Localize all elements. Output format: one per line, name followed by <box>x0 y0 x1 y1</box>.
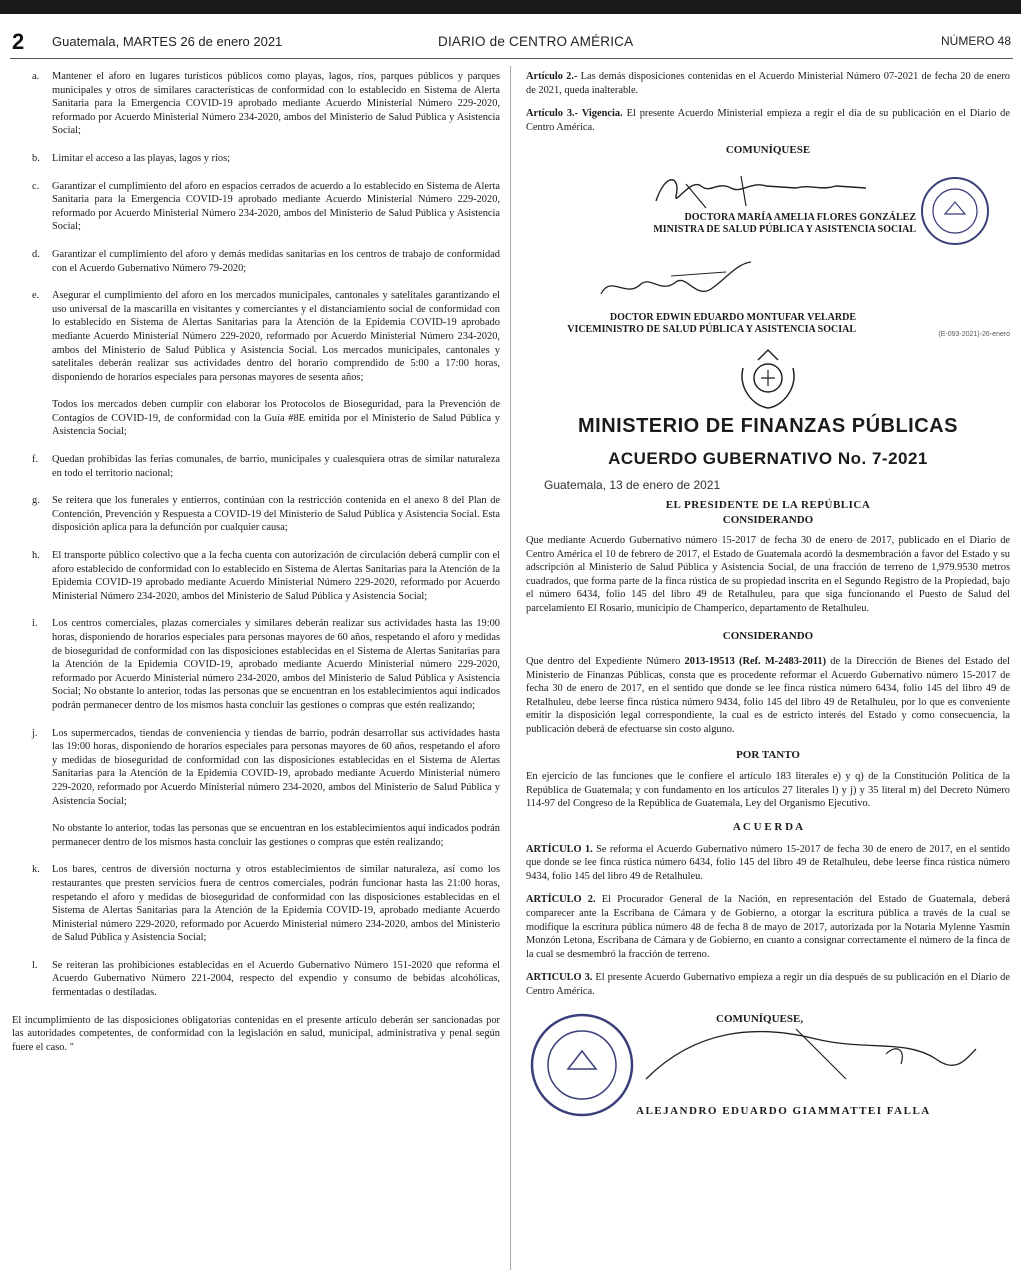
left-column <box>12 70 500 1054</box>
list-item: i. Los centros comerciales, plazas comerciales y similares deberán realizar sus actividades hasta las 19:00 horas, disponiendo de horarios especiales para personas mayores de 60 años, respetando el aforo y medidas de bioseguridad de conformidad con las disposiciones establecidas en el Sistema de Alertas Sanitarias para la Atención de la Epidemia COVID-19, aprobado mediante Acuerdo Ministerial número 229-2020, reformado por Acuerdo Ministerial número 234-2020, ambos del Ministerio de Salud Pública y Asistencia Social; No obstante lo anterior, todas las personas que se encuentran en los establecimientos aquí indicados podrán permanecer dentro de los mismos hasta concluir las gestiones o compras que estén realizando; <box>32 618 500 711</box>
list-item: l. Se reiteran las prohibiciones establecidas en el Acuerdo Gubernativo Número 151-2020 que reforma el Acuerdo Gubernativo Número 221-2004, respecto del expendio y consumo de bebidas alcohólicas, fermentadas o destiladas. <box>32 959 500 999</box>
page-number: 2 <box>12 29 25 54</box>
viceminister-name: DOCTOR EDWIN EDUARDO MONTUFAR VELARDE <box>609 311 856 323</box>
considerando-2: Que dentro del Expediente Número 2013-19513 (Ref. M-2483-2011) de la Dirección de Bienes del Estado del Ministerio de Finanzas Públicas, consta que es procedente reformar el Acuerdo Gubernativo número 15-2017 de fecha 30 de enero de 2017, en el sentido que donde se lee finca rústica número 6434, folio 145 del libro 49 de Retalhuleu, debe leerse finca rústica número 9434, folio 145 del libro 49 de Retalhuleu, por lo que es conveniente emitir la disposición legal correspondiente, la cual es de estricto interés del Estado y como consecuencia, la publicación deberá de efectuarse sin costo alguno. <box>526 656 1011 736</box>
por-tanto-text: En ejercicio de las funciones que le confiere el artículo 183 literales e) y q) de la Constitución Política de la República de Guatemala; y con fundamento en los artículos 27 literales l) y j) y 35 literal m) del Decreto Número 114-97 del Congreso de la República de Guatemala, Ley del Organismo Ejecutivo. <box>526 771 1010 810</box>
viceminister-title: VICEMINISTRO DE SALUD PÚBLICA Y ASISTENCIA SOCIAL <box>567 323 856 335</box>
right-column <box>526 70 1010 1129</box>
issue-number: NÚMERO 48 <box>940 34 1011 48</box>
comuniquese-heading: COMUNÍQUESE <box>725 144 811 157</box>
list-item: k. Los bares, centros de diversión nocturna y otros establecimientos de similar naturaleza, así como los restaurantes que presten servicios fuera de centros comerciales, podrán funcionar hasta las 21:00 horas, respetando el aforo y medidas de bioseguridad de conformidad con las disposiciones establecidas en el Sistema de Alertas Sanitarias para la Atención de la Epidemia COVID-19, aprobado mediante Acuerdo Ministerial número 229-2020, reformado por Acuerdo Ministerial número 234-2020, ambos del Ministerio de Salud Pública y Asistencia Social; <box>32 864 500 944</box>
coat-of-arms-icon <box>733 348 803 410</box>
ministry-heading: MINISTERIO DE FINANZAS PÚBLICAS <box>578 414 958 437</box>
acuerda-heading: A C U E R D A <box>732 821 804 834</box>
list-item: h. El transporte público colectivo que a la fecha cuenta con autorización de circulación deberá cumplir con el aforo establecido de conformidad con lo establecido en Sistema de Alertas Sanitarias para la Atención de la Epidemia COVID-19 aprobado mediante Acuerdo Ministerial Número 229-2020, reformado por Acuerdo Ministerial Número 234-2020, ambos del Ministerio de Salud Pública y Asistencia Social; <box>32 550 500 602</box>
presidency-seal-icon <box>526 1009 638 1121</box>
closing-paragraph: El incumplimiento de las disposiciones obligatorias contenidas en el presente artículo deberán ser sancionadas por las autoridades competentes, de conformidad con la legislación en salud, municipal, administrativa y penal según fuere el caso. " <box>12 1014 500 1053</box>
signature-block-viceminister <box>526 254 1010 348</box>
president-name: ALEJANDRO EDUARDO GIAMMATTEI FALLA <box>636 1104 931 1117</box>
signature-block-minister <box>526 158 1010 254</box>
item-e-extra: Todos los mercados deben cumplir con elaborar los Protocolos de Bioseguridad, para la Prevención de Contagios de COVID-19, de conformidad con la Guía #8E emitida por el Ministerio de Salud Pública y Asistencia Social; <box>52 399 500 438</box>
acuerdo-heading: ACUERDO GUBERNATIVO No. 7-2021 <box>608 448 928 468</box>
header-rule <box>10 58 1013 59</box>
signature-scribble-icon <box>646 166 906 216</box>
considerando-heading: CONSIDERANDO <box>722 514 814 527</box>
acuerdo-article-2: ARTÍCULO 2. El Procurador General de la Nación, en representación del Estado de Guatemala, deberá comparecer ante la Escribana de Cámara y de Gobierno, a otorgar la escritura pública a través de la cual se modifique la escritura pública número 48 de fecha 8 de mayo de 2017, autorizada por la Notaria Mylenne Yasmín Monzón Letona, Escribana de Cámara y de Gobierno, en cuanto a consignar correctamente el número de la finca de la cual se desmembró la fracción de terreno. <box>526 894 1010 960</box>
header-date: Guatemala, MARTES 26 de enero 2021 <box>52 34 283 49</box>
president-heading: EL PRESIDENTE DE LA REPÚBLICA <box>665 498 871 511</box>
list-item: g. Se reitera que los funerales y entierros, continúan con la restricción contenida en el anexo 8 del Plan de Contención, Prevención y Respuesta a COVID-19 del Ministerio de Salud Pública y Asistencia Social. Esta disposición aplica para la defunción por cualquier causa; <box>32 495 500 534</box>
list-item: e. Asegurar el cumplimiento del aforo en los mercados municipales, cantonales y satelitales garantizando el uso universal de la mascarilla en visitantes y comerciantes y el distanciamiento social de conformidad con lo establecido en Sistema de Alertas Sanitarias para la Atención de la Epidemia COVID-19 aprobado mediante Acuerdo Ministerial Número 229-2020, reformado por Acuerdo Ministerial Número 234-2020, ambos del Ministerio de Salud Pública y Asistencia Social. Los mercados municipales, cantonales y satelitales deberán realizar sus actividades dentro del horario comprendido de 5:00 a 17:00 horas, disponiendo de horarios especiales para personas mayores de sesenta años; <box>32 290 500 383</box>
minister-title: MINISTRA DE SALUD PÚBLICA Y ASISTENCIA SOCIAL <box>653 223 916 235</box>
ministry-seal-icon <box>918 174 992 248</box>
signature-scribble-icon <box>586 254 786 314</box>
por-tanto-heading: POR TANTO <box>736 748 800 761</box>
considerando-heading: CONSIDERANDO <box>722 629 814 642</box>
coat-of-arms <box>526 348 1010 414</box>
item-j-extra: No obstante lo anterior, todas las personas que se encuentran en los establecimientos aquí indicados podrán permanecer dentro de los mismos hasta concluir las gestiones o compras que estén realizando; <box>52 823 500 848</box>
acuerdo-article-3: ARTICULO 3. El presente Acuerdo Gubernativo empieza a regir un día después de su publicación en el Diario de Centro América. <box>526 972 1010 997</box>
reference-code: (E-093-2021)-26-enero <box>938 330 1010 338</box>
minister-name: DOCTORA MARÍA AMELIA FLORES GONZÁLEZ <box>684 211 916 223</box>
list-item: j. Los supermercados, tiendas de conveniencia y tiendas de barrio, podrán desarrollar sus actividades hasta las 19:00 horas, disponiendo de horarios especiales para personas mayores de 60 años, respetando el aforo y medidas de bioseguridad de conformidad con las disposiciones establecidas en el Sistema de Alertas Sanitarias para la Atención de la Epidemia COVID-19, aprobado mediante Acuerdo Ministerial número 229-2020, reformado por Acuerdo Ministerial número 234-2020, ambos del Ministerio de Salud Pública y Asistencia Social; <box>32 727 500 807</box>
list-item: b. Limitar el acceso a las playas, lagos y ríos; <box>32 152 231 164</box>
article-2: Artículo 2.- Las demás disposiciones contenidas en el Acuerdo Ministerial Número 07-2021 de fecha 20 de enero de 2021, queda inalterable. <box>526 71 1010 96</box>
list-item: d. Garantizar el cumplimiento del aforo y demás medidas sanitarias en los centros de trabajo de conformidad con el Acuerdo Gubernativo Número 79-2020; <box>32 248 500 274</box>
presidential-signature-block <box>526 1009 1010 1129</box>
list-item: a. Mantener el aforo en lugares turísticos públicos como playas, lagos, ríos, parques públicos y parques municipales y otros de similares características de conformidad con lo establecido en Sistema de Alerta Sanitaria para la Emergencia COVID-19 aprobado mediante Acuerdo Ministerial Número 229-2020, reformado por Acuerdo Ministerial Número 234-2020, ambos del Ministerio de Salud Pública y Asistencia Social; <box>32 71 500 137</box>
signature-scribble-icon <box>636 1019 996 1089</box>
article-3: Artículo 3.- Vigencia. El presente Acuerdo Ministerial empieza a regir el día de su publicación en el Diario de Centro América. <box>526 108 1010 133</box>
list-item: c. Garantizar el cumplimiento del aforo en espacios cerrados de acuerdo a lo establecido en Sistema de Alerta Sanitaria para la Emergencia COVID-19 aprobado mediante Acuerdo Ministerial Número 229-2020, reformado por Acuerdo Ministerial Número 234-2020, ambos del Ministerio de Salud Pública y Asistencia Social; <box>32 180 500 233</box>
top-black-bar <box>0 0 1021 14</box>
comuniquese-heading-final: COMUNÍQUESE, <box>716 1012 804 1025</box>
acuerdo-date: Guatemala, 13 de enero de 2021 <box>544 478 721 493</box>
list-item: f. Quedan prohibidas las ferias comunales, de barrio, municipales y cualesquiera otras de similar naturaleza en todo el territorio nacional; <box>32 454 500 479</box>
considerando-1: Que mediante Acuerdo Gubernativo número 15-2017 de fecha 30 de enero de 2017, publicado en el Diario de Centro América el 10 de febrero de 2017, el Estado de Guatemala acordó la desmembración a favor del Estado y su adscripción al Ministerio de Salud Pública y Asistencia Social, de una fracción de terreno de 1,979.9530 metros cuadrados, que forma parte de la finca rústica de su propiedad inscrita en el Segundo Registro de la Propiedad, bajo el número 6434, folio 145 del libro 49 de Retalhuleu, para que siga funcionando el Puesto de Salud del parcelamiento El Rosario, municipio de Champerico, departamento de Retalhuleu. <box>526 534 1010 614</box>
newspaper-title: DIARIO de CENTRO AMÉRICA <box>438 34 634 49</box>
page-header <box>0 28 1021 58</box>
column-divider <box>510 66 511 1270</box>
acuerdo-article-1: ARTÍCULO 1. Se reforma el Acuerdo Gubernativo número 15-2017 de fecha 30 de enero de 2017, en el sentido que donde se lee finca rústica número 6434, folio 145 del libro 49 de Retalhuleu, debe leerse finca rústica número 9434, folio 145 del libro 49 de Retalhuleu. <box>526 843 1010 882</box>
